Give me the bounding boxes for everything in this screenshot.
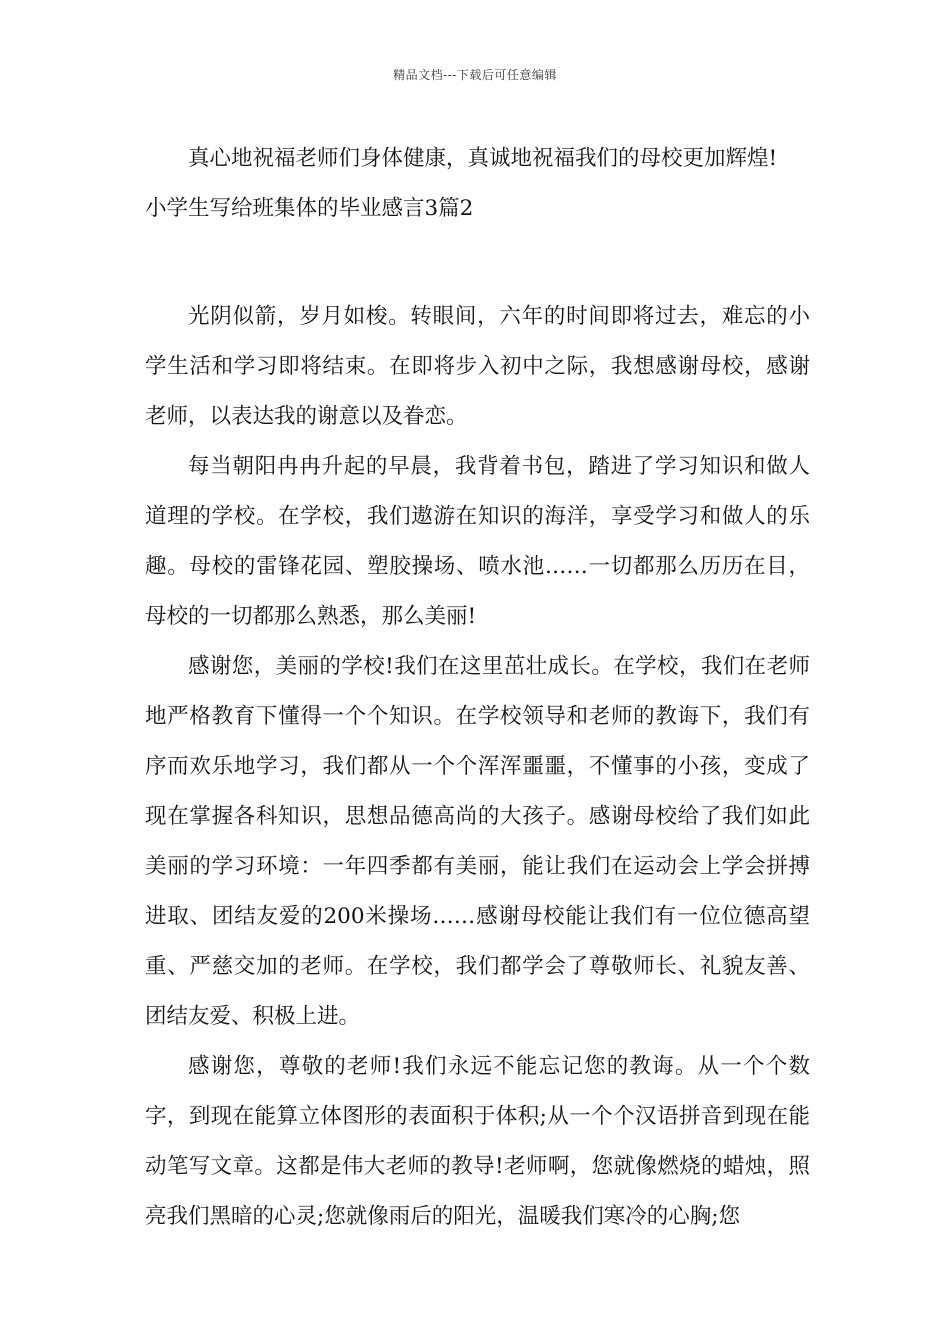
- paragraph-3: 感谢您，美丽的学校!我们在这里茁壮成长。在学校，我们在老师地严格教育下懂得一个个知识。在学校领导和老师的教诲下，我们有序而欢乐地学习，我们都从一个个浑浑噩噩，不懂事的小孩，变成了现在掌握各科知识，思想品德高尚的大孩子。感谢母校给了我们如此美丽的学习环境：一年四季都有美丽，能让我们在运动会上学会拼搏进取、团结友爱的200米操场……感谢母校能让我们有一位位德高望重、严慈交加的老师。在学校，我们都学会了尊敬师长、礼貌友善、团结友爱、积极上进。: [145, 654, 810, 1029]
- blank-line: [145, 234, 810, 284]
- spacing: [145, 284, 810, 292]
- paragraph-1: 光阴似箭，岁月如梭。转眼间，六年的时间即将过去，难忘的小学生活和学习即将结束。在即将步入初中之际，我想感谢母校，感谢老师，以表达我的谢意以及眷恋。: [145, 304, 810, 429]
- paragraph-2: 每当朝阳冉冉升起的早晨，我背着书包，踏进了学习知识和做人道理的学校。在学校，我们遨游在知识的海洋，享受学习和做人的乐趣。母校的雷锋花园、塑胶操场、喷水池……一切都那么历历在目，母校的一切都那么熟悉，那么美丽!: [145, 454, 810, 629]
- article-title: 小学生写给班集体的毕业感言3篇2: [145, 196, 474, 221]
- page-header: 精品文档---下载后可任意编辑: [393, 68, 557, 82]
- paragraph-4: 感谢您，尊敬的老师!我们永远不能忘记您的教诲。从一个个数字，到现在能算立体图形的表面积于体积;从一个个汉语拼音到现在能动笔写文章。这都是伟大老师的教导!老师啊，您就像燃烧的蜡烛，照亮我们黑暗的心灵;您就像雨后的阳光，温暖我们寒冷的心胸;您: [145, 1054, 810, 1229]
- document-body: [145, 134, 810, 1242]
- opening-line: 真心地祝福老师们身体健康，真诚地祝福我们的母校更加辉煌!: [188, 146, 778, 171]
